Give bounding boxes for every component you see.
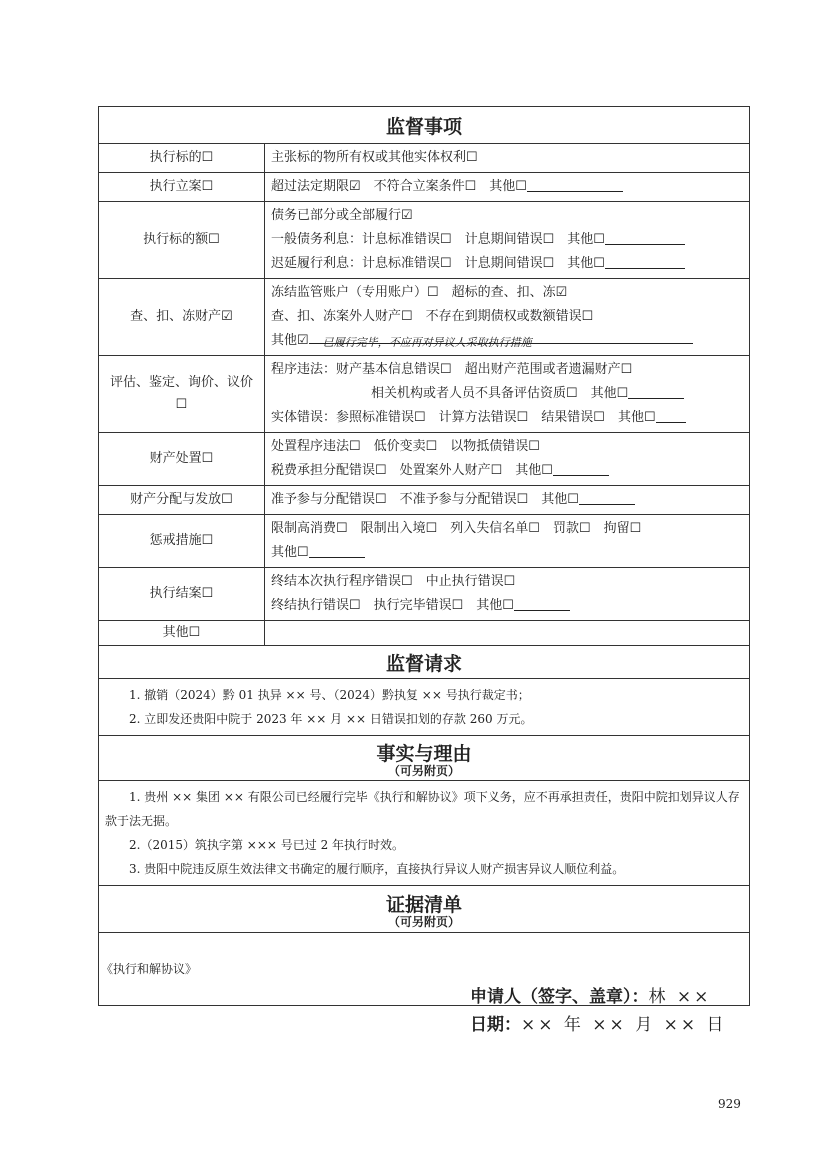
blank-line [309,545,365,558]
applicant-name: 林 ×× [648,987,712,1007]
fact-item: 2.（2015）筑执字第 ××× 号已过 2 年执行时效。 [129,838,405,852]
option-text: 超过法定期限☑ 不符合立案条件☐ 其他☐ [271,179,527,194]
date-line [470,1011,726,1039]
option-text: 实体错误：参照标准错误☐ 计算方法错误☐ 结果错误☐ 其他☐ [271,410,656,425]
facts-subtitle: （可另附页） [388,763,461,778]
form-row-case-filing [99,173,750,202]
option-line: 查、扣、冻案外人财产☐ 不存在到期债权或数额错误☐ [271,309,594,324]
date-value: ×× 年 ×× 月 ×× 日 [521,1015,727,1035]
option-text: 其他☑ [271,333,309,348]
option-text: 税费承担分配错误☐ 处置案外人财产☐ 其他☐ [271,463,553,478]
row-content [265,433,750,486]
option-text: 其他☐ [271,545,309,560]
row-label: 评估、鉴定、询价、议价☐ [99,356,265,433]
option-text: 准予参与分配错误☐ 不准予参与分配错误☐ 其他☐ [271,492,579,507]
option-text: 迟延履行利息：计息标准错误☐ 计息期间错误☐ 其他☐ [271,256,605,271]
blank-line [514,598,570,611]
evidence-item: 《执行和解协议》 [101,962,198,976]
form-row-execution-subject [99,144,750,173]
row-content [265,279,750,356]
blank-line [527,179,623,192]
option-line: 处置程序违法☐ 低价变卖☐ 以物抵债错误☐ [271,439,540,454]
evidence-subtitle: （可另附页） [388,914,461,929]
option-line: 限制高消费☐ 限制出入境☐ 列入失信名单☐ 罚款☐ 拘留☐ [271,521,642,536]
row-label: 其他☐ [99,621,265,646]
blank-line [605,232,685,245]
blank-line [605,256,685,269]
option-line [271,406,743,430]
row-content [265,621,750,646]
form-row-execution-amount [99,202,750,279]
option-line [271,329,743,353]
row-label: 财产分配与发放☐ [99,486,265,515]
applicant-label: 申请人（签字、盖章）： [470,987,649,1007]
request-item: 1. 撤销（2024）黔 01 执异 ×× 号、（2024）黔执复 ×× 号执行裁定书； [129,688,530,702]
option-text: 相关机构或者人员不具备评估资质☐ 其他☐ [371,386,629,401]
option-line: 冻结监管账户（专用账户）☐ 超标的查、扣、冻☑ [271,285,568,300]
option-line [271,488,743,512]
option-line: 终结本次执行程序错误☐ 中止执行错误☐ [271,574,516,589]
section-header-facts [99,736,750,781]
evidence-title: 证据清单 [386,893,463,916]
blank-line [628,386,684,399]
handwritten-note: 已履行完毕，不应再对异议人采取执行措施 [309,331,693,344]
row-content [265,202,750,279]
option-line [271,175,743,199]
form-row-seizure [99,279,750,356]
section-header-supervision-items: 监督事项 [99,107,750,144]
form-row-distribution [99,486,750,515]
blank-line [579,492,635,505]
fact-item: 1. 贵州 ×× 集团 ×× 有限公司已经履行完毕《执行和解协议》项下义务，应不再承担责任，贵阳中院扣划异议人存款于法无据。 [105,790,740,828]
option-line [271,382,743,406]
row-content [265,568,750,621]
option-line [271,541,743,565]
form-row-appraisal [99,356,750,433]
signature-block [470,983,726,1039]
option-line: 程序违法：财产基本信息错误☐ 超出财产范围或者遗漏财产☐ [271,362,633,377]
requests-content [99,679,750,736]
row-label: 执行立案☐ [99,173,265,202]
option-line [271,228,743,252]
fact-item: 3. 贵阳中院违反原生效法律文书确定的履行顺序，直接执行异议人财产损害异议人顺位利益。 [129,862,625,876]
option-text: 一般债务利息：计息标准错误☐ 计息期间错误☐ 其他☐ [271,232,605,247]
row-label: 财产处置☐ [99,433,265,486]
row-content [265,144,750,173]
row-label: 执行标的额☐ [99,202,265,279]
option-line: 主张标的物所有权或其他实体权利☐ [271,150,478,165]
row-label: 惩戒措施☐ [99,515,265,568]
facts-title: 事实与理由 [376,742,472,765]
option-line: 债务已部分或全部履行☑ [271,208,413,223]
supervision-form [98,106,750,1006]
option-line [271,252,743,276]
applicant-line [470,983,726,1011]
form-row-property-disposal [99,433,750,486]
request-item: 2. 立即发还贵阳中院于 2023 年 ×× 月 ×× 日错误扣划的存款 260 万元。 [129,712,533,726]
form-row-other [99,621,750,646]
row-content [265,356,750,433]
option-line [271,459,743,483]
row-label: 执行标的☐ [99,144,265,173]
row-content [265,486,750,515]
section-header-requests: 监督请求 [99,646,750,679]
row-label: 查、扣、冻财产☑ [99,279,265,356]
option-text: 终结执行错误☐ 执行完毕错误☐ 其他☐ [271,598,514,613]
row-content [265,173,750,202]
option-line [271,594,743,618]
date-label: 日期： [470,1015,521,1035]
row-content [265,515,750,568]
facts-content [99,781,750,886]
section-header-evidence [99,886,750,933]
form-row-disciplinary [99,515,750,568]
form-row-case-closing [99,568,750,621]
blank-line [656,410,686,423]
page-number: 929 [718,1097,741,1111]
row-label: 执行结案☐ [99,568,265,621]
blank-line [553,463,609,476]
